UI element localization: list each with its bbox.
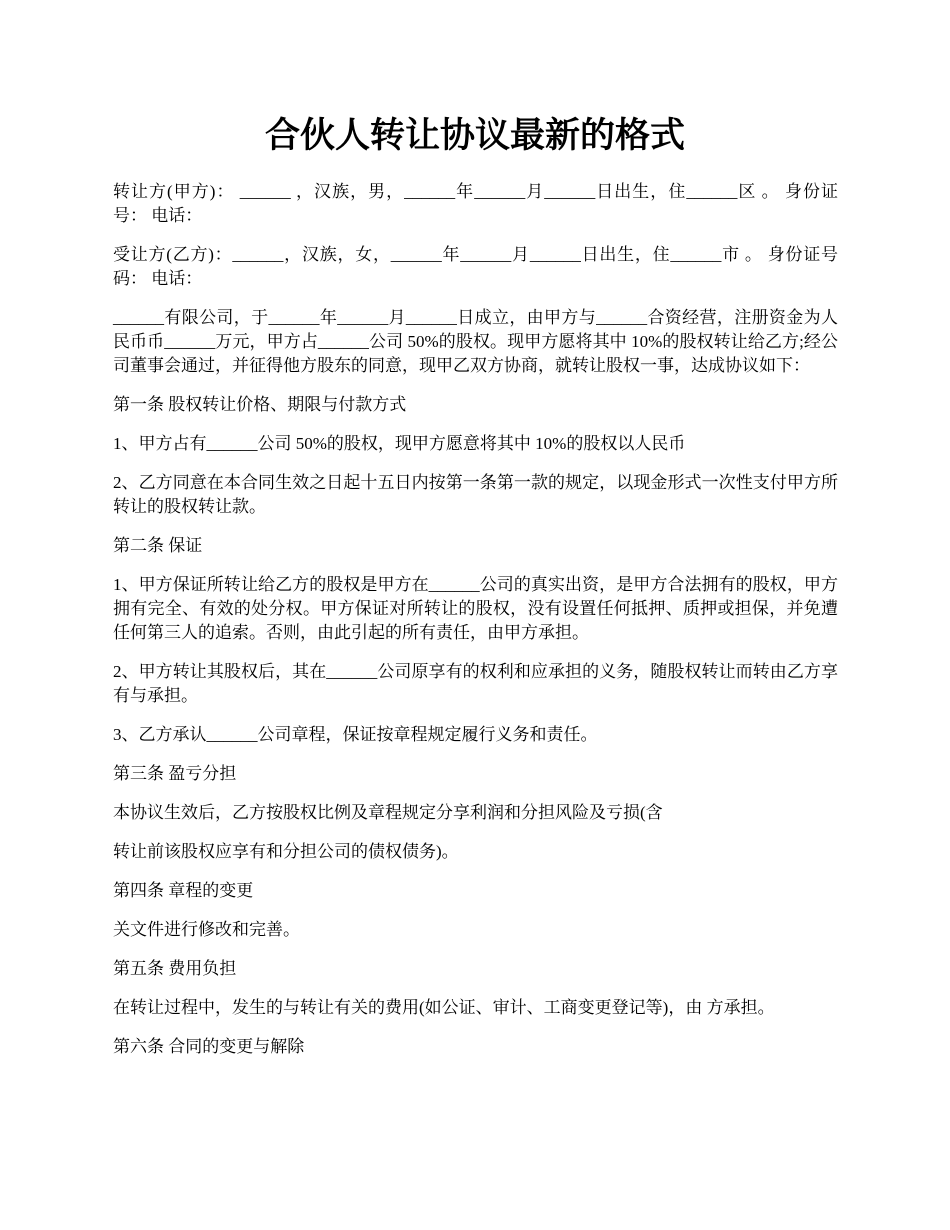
article-5-heading: 第五条 费用负担 bbox=[113, 959, 237, 978]
article-5-text: 在转让过程中，发生的与转让有关的费用(如公证、审计、工商变更登记等)，由 方承担。 bbox=[113, 998, 775, 1017]
article-1-clause-1: 1、甲方占有______公司 50%的股权，现甲方愿意将其中 10%的股权以人民币 bbox=[113, 434, 686, 453]
article-6-heading: 第六条 合同的变更与解除 bbox=[113, 1037, 305, 1056]
party-b-paragraph: 受让方(乙方)：______，汉族，女，______年______月______日出生，住______市 。 身份证号码： 电话： bbox=[113, 245, 838, 288]
article-3-heading: 第三条 盈亏分担 bbox=[113, 764, 237, 783]
article-2-heading: 第二条 保证 bbox=[113, 536, 203, 555]
party-a-paragraph: 转让方(甲方)： ______ ，汉族，男，______年______月______日出生，住______区 。 身份证号： 电话： bbox=[113, 182, 838, 225]
company-intro-paragraph: ______有限公司，于______年______月______日成立，由甲方与______合资经营，注册资金为人民币币______万元，甲方占______公司 50%的股权。现甲方愿将其中 10%的股权转让给乙方;经公司董事会通过，并征得他方股东的同意，现甲乙双方协商，就转让股权一事，达成协议如下： bbox=[113, 308, 838, 375]
article-2-clause-2: 2、甲方转让其股权后，其在______公司原享有的权利和应承担的义务，随股权转让而转由乙方享有与承担。 bbox=[113, 662, 838, 705]
document-body bbox=[113, 180, 838, 1074]
article-1-heading: 第一条 股权转让价格、期限与付款方式 bbox=[113, 395, 407, 414]
article-3-text-1: 本协议生效后，乙方按股权比例及章程规定分享利润和分担风险及亏损(含 bbox=[113, 803, 663, 822]
article-3-text-2: 转让前该股权应享有和分担公司的债权债务)。 bbox=[113, 842, 459, 861]
article-4-text: 关文件进行修改和完善。 bbox=[113, 920, 300, 939]
article-1-clause-2: 2、乙方同意在本合同生效之日起十五日内按第一条第一款的规定，以现金形式一次性支付甲方所转让的股权转让款。 bbox=[113, 473, 838, 516]
article-2-clause-3: 3、乙方承认______公司章程，保证按章程规定履行义务和责任。 bbox=[113, 725, 598, 744]
document-title: 合伙人转让协议最新的格式 bbox=[264, 116, 685, 155]
article-2-clause-1: 1、甲方保证所转让给乙方的股权是甲方在______公司的真实出资，是甲方合法拥有的股权，甲方拥有完全、有效的处分权。甲方保证对所转让的股权，没有设置任何抵押、质押或担保，并免遭任何第三人的追索。否则，由此引起的所有责任，由甲方承担。 bbox=[113, 575, 838, 642]
article-4-heading: 第四条 章程的变更 bbox=[113, 881, 254, 900]
